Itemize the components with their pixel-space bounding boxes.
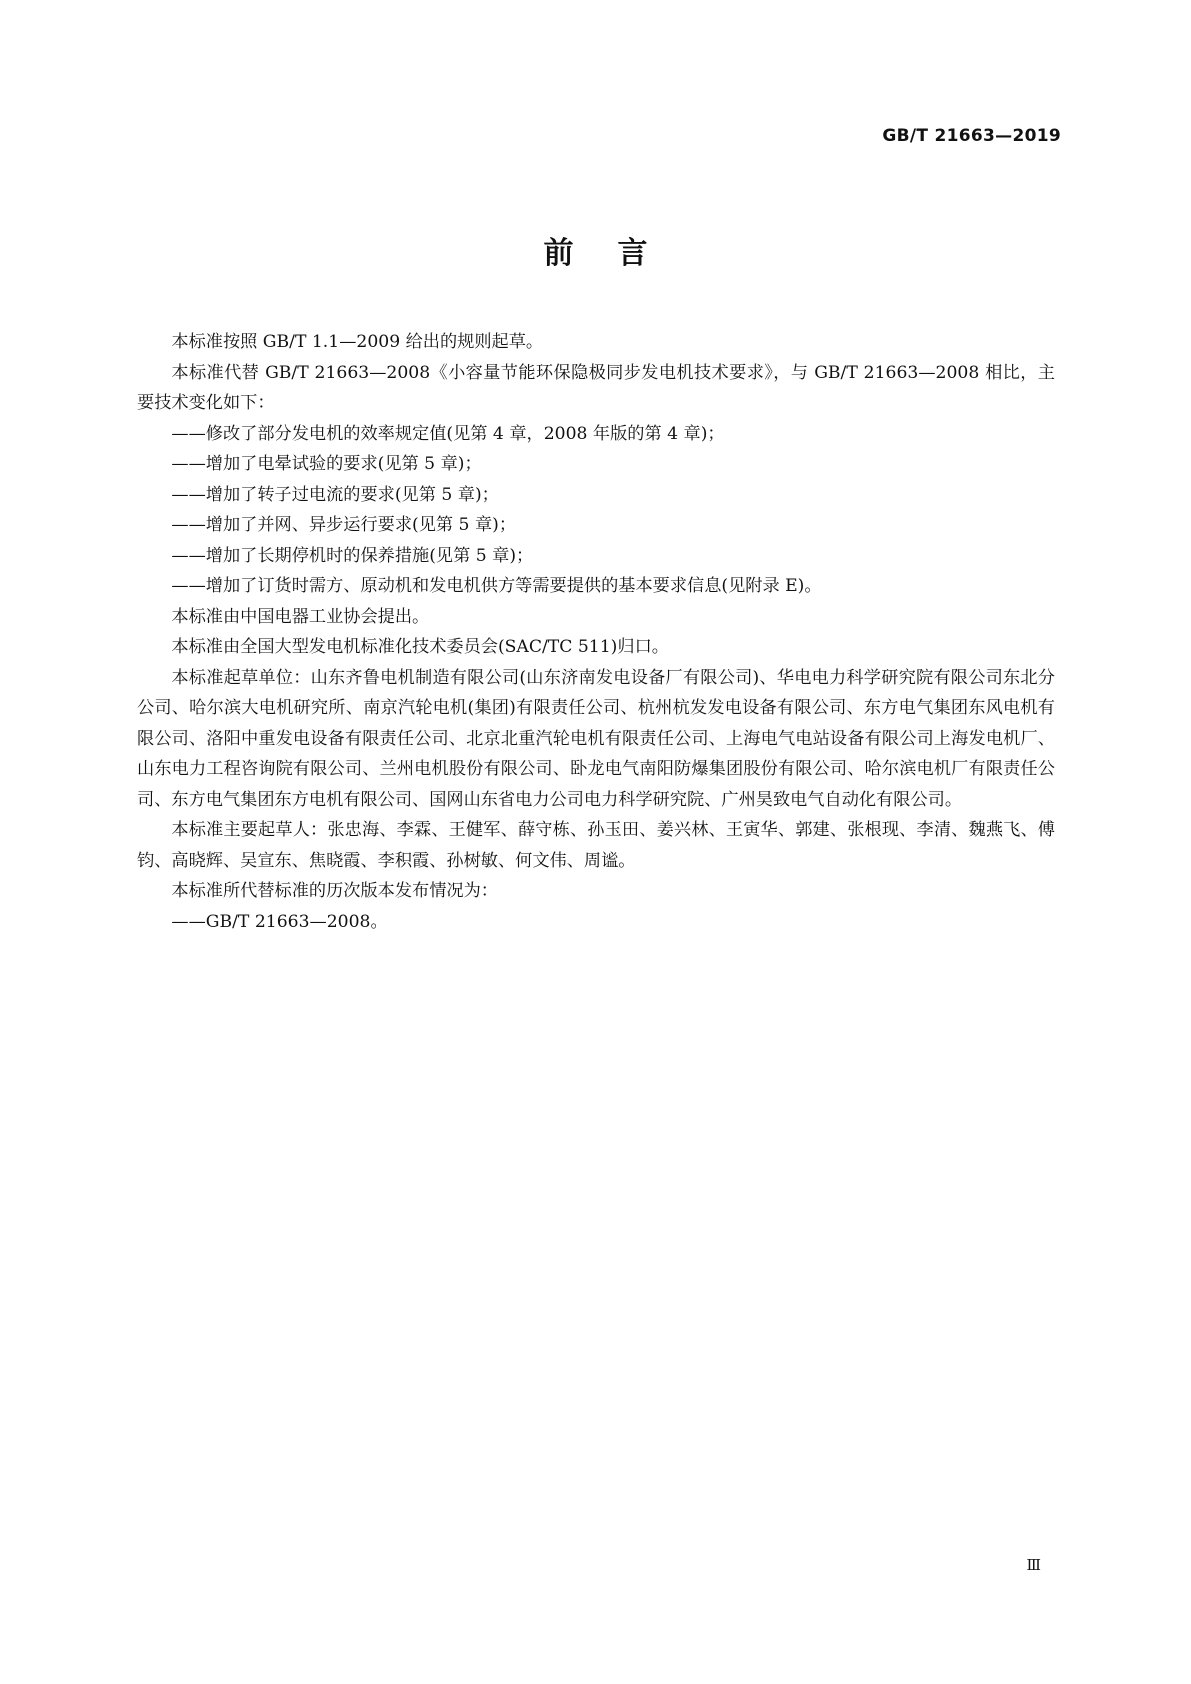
paragraph-replacement: 本标准代替 GB/T 21663—2008《小容量节能环保隐极同步发电机技术要求》，与 GB/T 21663—2008 相比，主要技术变化如下： <box>137 362 1055 413</box>
change-item-grid-async: ——增加了并网、异步运行要求(见第 5 章)； <box>171 515 517 535</box>
paragraph-proposer: 本标准由中国电器工业协会提出。 <box>171 606 430 627</box>
standard-code: GB/T 21663—2019 <box>882 126 1061 146</box>
paragraph-history-intro: 本标准所代替标准的历次版本发布情况为： <box>171 881 498 901</box>
change-item-rotor-overcurrent: ——增加了转子过电流的要求(见第 5 章)； <box>171 484 499 505</box>
change-item-corona-test: ——增加了电晕试验的要求(见第 5 章)； <box>171 454 482 474</box>
paragraph-drafting-rules: 本标准按照 GB/T 1.1—2009 给出的规则起草。 <box>171 332 544 352</box>
paragraph-drafting-units: 本标准起草单位：山东齐鲁电机制造有限公司(山东济南发电设备厂有限公司)、华电电力科学研究院有限公司东北分公司、哈尔滨大电机研究所、南京汽轮电机(集团)有限责任公司、杭州杭发发电设备有限公司、东方电气集团东风电机有限公司、洛阳中重发电设备有限责任公司、北京北重汽轮电机有限责任公司、上海电气电站设备有限公司上海发电机厂、山东电力工程咨询院有限公司、兰州电机股份有限公司、卧龙电气南阳防爆集团股份有限公司、哈尔滨电机厂有限责任公司、东方电气集团东方电机有限公司、国网山东省电力公司电力科学研究院、广州昊致电气自动化有限公司。 <box>137 667 1055 810</box>
paragraph-drafters: 本标准主要起草人：张忠海、李霖、王健军、薛守栋、孙玉田、姜兴林、王寅华、郭建、张根现、李清、魏燕飞、傅钧、高晓辉、吴宣东、焦晓霞、李积霞、孙树敏、何文伟、周谧。 <box>137 820 1055 871</box>
page-number: Ⅲ <box>1026 1556 1040 1574</box>
page-title: 前言 <box>543 236 692 271</box>
history-item: ——GB/T 21663—2008。 <box>171 911 388 932</box>
change-item-ordering-info: ——增加了订货时需方、原动机和发电机供方等需要提供的基本要求信息(见附录 E)。 <box>171 576 822 596</box>
change-item-efficiency: ——修改了部分发电机的效率规定值(见第 4 章，2008 年版的第 4 章)； <box>171 423 725 444</box>
foreword-body <box>137 327 1055 937</box>
change-item-shutdown-maintenance: ——增加了长期停机时的保养措施(见第 5 章)； <box>171 545 534 566</box>
paragraph-committee: 本标准由全国大型发电机标准化技术委员会(SAC/TC 511)归口。 <box>171 637 669 657</box>
